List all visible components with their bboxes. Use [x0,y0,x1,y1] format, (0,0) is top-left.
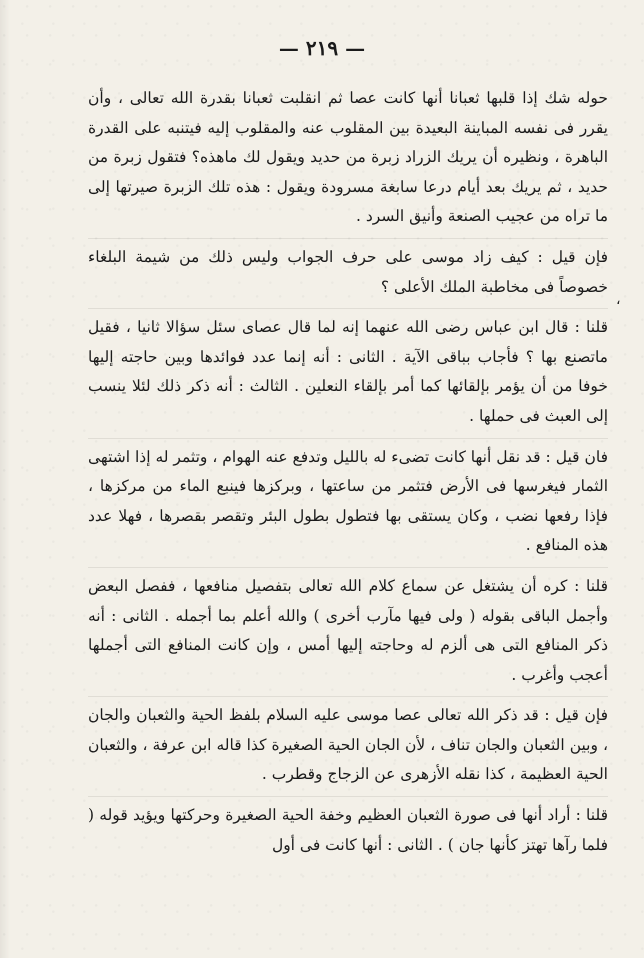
paragraph-6-question: فإن قيل : قد ذكر الله تعالى عصا موسى عليه السلام بلفظ الحية والثعبان والجان ، وبين الثعبان والجان تناف ، لأن الجان الحية الصغيرة كذا قاله ابن عرفة ، والثعبان الحية العظيمة ، كذا نقله الأزهرى عن الزجاج وقطرب . [88,696,608,790]
margin-mark: ، [616,292,621,308]
page-binding-shadow [0,0,10,958]
paragraph-2-question: فإن قيل : كيف زاد موسى على حرف الجواب وليس ذلك من شيمة البلغاء خصوصاً فى مخاطبة الملك الأعلى ؟ [88,238,608,302]
paragraph-3-answer: قلنا : قال ابن عباس رضى الله عنهما إنه لما قال عصاى سئل سؤالا ثانيا ، فقيل ماتصنع بها ؟ فأجاب بباقى الآية . الثانى : أنه إنما عدد فوائدها وبين حاجته إليها خوفا من أن يؤمر بإلقائها كما أمر بإلقاء النعلين . الثالث : أنه ذكر ذلك لئلا ينسب إلى العبث فى حملها . [88,308,608,431]
body-text [88,84,608,860]
paragraph-5-answer: قلنا : كره أن يشتغل عن سماع كلام الله تعالى بتفصيل منافعها ، ففصل البعض وأجمل الباقى بقوله ( ولى فيها مآرب أخرى ) والله أعلم بما أجمله . الثانى : أنه ذكر المنافع التى هى ألزم له وحاجته إليها أمس ، وإن كانت المنافع التى أجملها أعجب وأغرب . [88,567,608,690]
paragraph-4-question: فان قيل : قد نقل أنها كانت تضىء له بالليل وتدفع عنه الهوام ، وتثمر له إذا اشتهى الثمار فيغرسها فى الأرض فتثمر من ساعتها ، وبركزها فينبع الماء من مركزها ، فإذا رفعها نضب ، وكان يستقى بها فتطول بطول البئر وتقصر بقصرها ، فهلا عدد هذه المنافع . [88,438,608,561]
page-number: — ٢١٩ — [278,36,366,60]
paragraph-1: حوله شك إذا قلبها ثعبانا أنها كانت عصا ثم انقلبت ثعبانا بقدرة الله تعالى ، وأن يقرر فى نفسه المباينة البعيدة بين المقلوب عنه والمقلوب إليه فيتنبه على القدرة الباهرة ، ونظيره أن يريك الزراد زبرة من حديد ويقول لك ماهذه؟ فتقول زبرة من حديد ، ثم يريك بعد أيام درعا سابغة مسرودة ويقول : هذه تلك الزبرة صيرتها إلى ما تراه من عجيب الصنعة وأنيق السرد . [88,89,608,226]
paragraph-7-answer: قلنا : أراد أنها فى صورة الثعبان العظيم وخفة الحية الصغيرة وحركتها ويؤيد قوله ( فلما رآها تهتز كأنها جان ) . الثانى : أنها كانت فى أول [88,796,608,860]
